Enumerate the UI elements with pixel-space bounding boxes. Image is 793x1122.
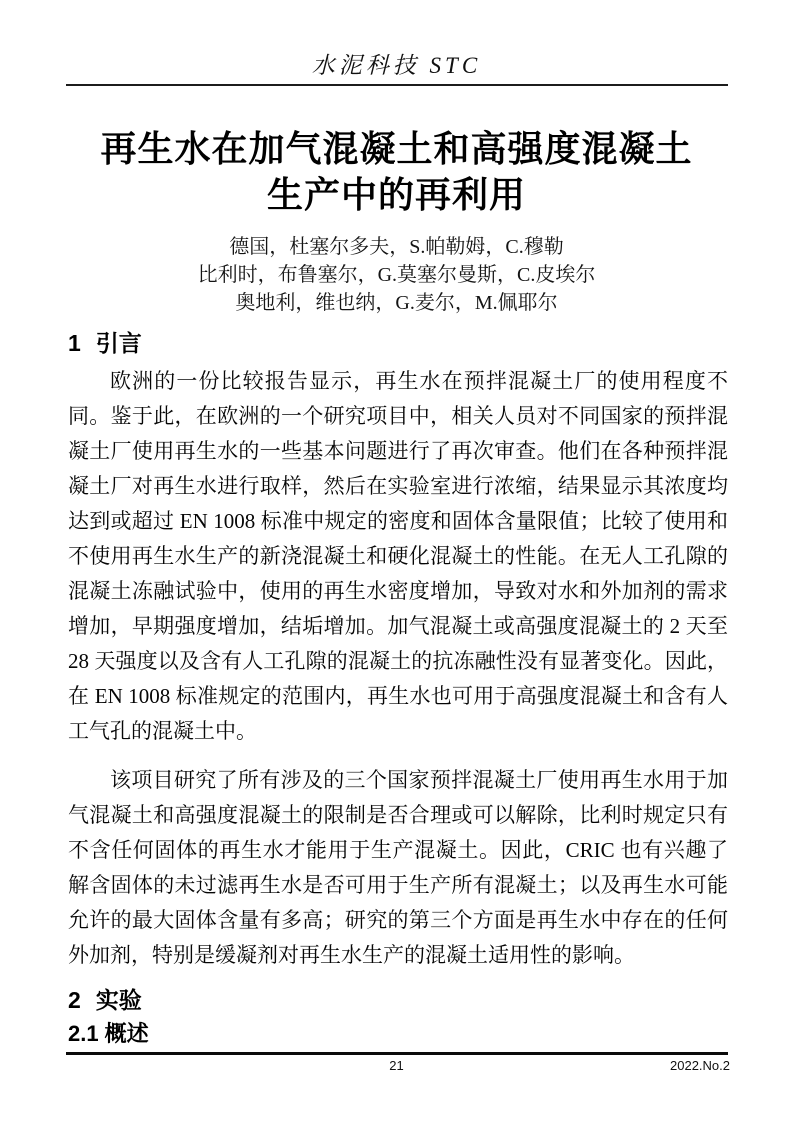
journal-header-title: 水泥科技 STC <box>311 53 482 78</box>
section-heading-introduction <box>68 330 728 356</box>
footer-rule <box>66 1052 728 1055</box>
section-title: 引言 <box>95 330 142 356</box>
article-title-line-2: 生产中的再利用 <box>266 174 526 215</box>
author-line-belgium: 比利时，布鲁塞尔，G.莫塞尔曼斯，C.皮埃尔 <box>197 264 596 286</box>
section-number: 1 <box>68 330 81 356</box>
section-title: 实验 <box>95 987 142 1013</box>
header-rule <box>66 84 728 86</box>
subsection-title: 概述 <box>104 1021 149 1046</box>
subsection-heading-overview <box>68 1021 728 1047</box>
article-title <box>0 126 793 218</box>
paragraph-introduction-2: 该项目研究了所有涉及的三个国家预拌混凝土厂使用再生水用于加气混凝土和高强度混凝土的限制是否合理或可以解除，比利时规定只有不含任何固体的再生水才能用于生产混凝土。因此，CRIC 也有兴趣了解含固体的未过滤再生水是否可用于生产所有混凝土；以及再生水可能允许的最大固体含量有多高；研究的第三个方面是再生水中存在的任何外加剂，特别是缓凝剂对再生水生产的混凝土适用性的影响。 <box>68 768 728 967</box>
article-title-line-1: 再生水在加气混凝土和高强度混凝土 <box>100 128 693 169</box>
author-line-germany: 德国，杜塞尔多夫，S.帕勒姆，C.穆勒 <box>229 236 564 258</box>
paragraph-introduction-1: 欧洲的一份比较报告显示，再生水在预拌混凝土厂的使用程度不同。鉴于此，在欧洲的一个研究项目中，相关人员对不同国家的预拌混凝土厂使用再生水的一些基本问题进行了再次审查。他们在各种预拌混凝土厂对再生水进行取样，然后在实验室进行浓缩，结果显示其浓度均达到或超过 EN 1008 标准中规定的密度和固体含量限值；比较了使用和不使用再生水生产的新浇混凝土和硬化混凝土的性能。在无人工孔隙的混凝土冻融试验中，使用的再生水密度增加，导致对水和外加剂的需求增加，早期强度增加，结垢增加。加气混凝土或高强度混凝土的 2 天至 28 天强度以及含有人工孔隙的混凝土的抗冻融性没有显著变化。因此，在 EN 1008 标准规定的范围内，再生水也可用于高强度混凝土和含有人工气孔的混凝土中。 <box>68 369 728 743</box>
article-body <box>68 330 728 1047</box>
issue-label: 2022.No.2 <box>670 1058 730 1073</box>
section-number: 2 <box>68 987 81 1013</box>
author-line-austria: 奥地利，维也纳，G.麦尔，M.佩耶尔 <box>235 292 558 314</box>
page-number: 21 <box>389 1058 404 1073</box>
section-heading-experiment <box>68 987 728 1013</box>
authors-block <box>0 233 793 317</box>
subsection-number: 2.1 <box>68 1021 99 1046</box>
